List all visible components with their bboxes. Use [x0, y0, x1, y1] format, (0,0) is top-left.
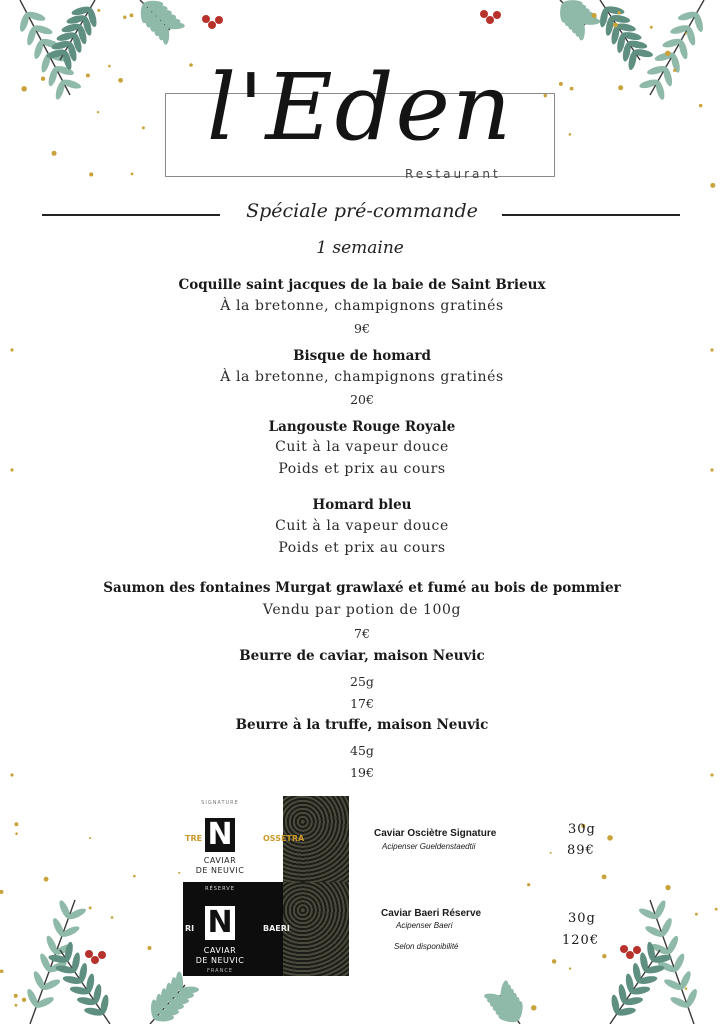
confetti-dot	[618, 11, 621, 14]
confetti-dot	[108, 65, 111, 68]
confetti-dot	[10, 348, 13, 351]
neuvic-logo-icon: N	[205, 906, 235, 940]
confetti-dot	[44, 877, 49, 882]
confetti-dot	[123, 16, 126, 19]
menu-item-title: Bisque de homard	[293, 348, 431, 364]
preorder-delay: 1 semaine	[316, 238, 404, 258]
caviar-species: Acipenser Baeri	[396, 921, 453, 930]
confetti-dot	[602, 874, 607, 879]
menu-item-title: Langouste Rouge Royale	[268, 419, 456, 435]
confetti-dot	[10, 773, 13, 776]
confetti-dot	[89, 172, 93, 176]
confetti-dot	[142, 126, 145, 129]
leaf-icon	[51, 917, 66, 938]
confetti-dot	[602, 954, 606, 958]
confetti-dot	[130, 13, 134, 17]
caviar-weight: 30g	[568, 911, 596, 926]
confetti-dot	[133, 875, 136, 878]
berry-icon	[208, 21, 216, 29]
confetti-dot	[531, 1005, 536, 1010]
tin-footer: FRANCE	[207, 968, 233, 974]
confetti-dot	[41, 76, 45, 80]
confetti-dot	[89, 906, 92, 909]
confetti-dot	[0, 969, 4, 973]
leaf-icon	[32, 970, 47, 991]
menu-item-description: Vendu par potion de 100g	[262, 602, 462, 618]
confetti-dot	[111, 916, 114, 919]
berry-icon	[98, 951, 106, 959]
berry-icon	[486, 16, 494, 24]
berry-icon	[480, 10, 488, 18]
confetti-dot	[550, 852, 552, 854]
tin-header: RÉSERVE	[205, 886, 235, 892]
menu-item-quantity: 45g	[350, 743, 374, 758]
menu-item-quantity: 25g	[350, 674, 374, 689]
confetti-dot	[618, 85, 623, 90]
confetti-dot	[685, 33, 687, 35]
confetti-dot	[569, 967, 571, 969]
confetti-dot	[710, 348, 713, 351]
tin-side-text: RI	[185, 924, 195, 933]
menu-item-title: Coquille saint jacques de la baie de Saint Brieux	[178, 277, 546, 293]
menu-item-price: 19€	[350, 765, 374, 780]
right-divider	[502, 214, 680, 216]
leaf-icon	[38, 952, 53, 973]
confetti-dot	[607, 835, 613, 841]
tin-brand: CAVIAR	[203, 946, 237, 955]
caviar-roe	[283, 882, 349, 976]
confetti-dot	[665, 885, 670, 890]
confetti-dot	[10, 468, 13, 471]
confetti-dot	[570, 87, 574, 91]
berry-icon	[626, 951, 634, 959]
leaf-icon	[165, 22, 185, 29]
menu-item-price: 7€	[354, 626, 370, 641]
tin-brand: CAVIAR	[203, 856, 237, 865]
confetti-dot	[22, 998, 26, 1002]
tin-side-text: OSSETRA	[263, 834, 305, 843]
confetti-dot	[86, 73, 90, 77]
restaurant-logo: l'Eden	[206, 54, 514, 161]
menu-item-title: Saumon des fontaines Murgat grawlaxé et fumé au bois de pommier	[103, 580, 621, 596]
menu-item-title: Beurre de caviar, maison Neuvic	[239, 648, 485, 664]
tin-header: SIGNATURE	[201, 800, 239, 806]
tin-side-text: BAERI	[263, 924, 290, 933]
confetti-dot	[569, 133, 572, 136]
confetti-dot	[685, 987, 688, 990]
confetti-dot	[559, 82, 563, 86]
caviar-tin-signature-image	[183, 796, 349, 882]
menu-item-price-note: Poids et prix au cours	[278, 540, 446, 556]
berry-icon	[91, 956, 99, 964]
confetti-dot	[118, 78, 123, 83]
menu-item-description: Cuit à la vapeur douce	[275, 439, 449, 455]
page-subtitle: Spéciale pré-commande	[246, 200, 478, 222]
neuvic-logo-icon: N	[205, 818, 235, 852]
confetti-dot	[673, 69, 676, 72]
confetti-dot	[147, 946, 151, 950]
leaf-icon	[44, 934, 59, 955]
availability-note: Selon disponibilité	[394, 942, 459, 951]
confetti-dot	[131, 173, 134, 176]
menu-item-title: Homard bleu	[312, 497, 412, 513]
leaf-icon	[57, 899, 72, 920]
confetti-dot	[695, 913, 698, 916]
caviar-name: Caviar Osciètre Signature	[374, 828, 497, 839]
menu-item-price-note: Poids et prix au cours	[278, 461, 446, 477]
confetti-dot	[89, 837, 91, 839]
caviar-name: Caviar Baeri Réserve	[381, 908, 482, 919]
menu-item-price: 9€	[354, 321, 370, 336]
caviar-species: Acipenser Gueldenstaedtii	[382, 842, 476, 851]
menu-item-description: Cuit à la vapeur douce	[275, 518, 449, 534]
berry-icon	[202, 15, 210, 23]
menu-item-price: 20€	[350, 392, 374, 407]
caviar-price: 120€	[562, 933, 600, 948]
berry-icon	[620, 945, 628, 953]
confetti-dot	[715, 908, 718, 911]
menu-item-description: À la bretonne, champignons gratinés	[220, 298, 504, 314]
confetti-dot	[552, 959, 557, 964]
caviar-tin-reserve-image	[183, 882, 349, 976]
confetti-dot	[97, 111, 99, 113]
confetti-dot	[665, 51, 670, 56]
confetti-dot	[14, 1004, 17, 1007]
menu-item-price: 17€	[350, 696, 374, 711]
confetti-dot	[650, 26, 653, 29]
confetti-dot	[14, 994, 18, 998]
confetti-dot	[52, 151, 57, 156]
berry-icon	[633, 946, 641, 954]
confetti-dot	[699, 104, 703, 108]
menu-item-title: Beurre à la truffe, maison Neuvic	[235, 717, 489, 733]
confetti-dot	[97, 9, 100, 12]
confetti-dot	[591, 13, 596, 18]
tin-side-text: TRE	[185, 834, 203, 843]
confetti-dot	[527, 883, 530, 886]
confetti-dot	[710, 773, 713, 776]
berry-icon	[493, 11, 501, 19]
confetti-dot	[710, 183, 715, 188]
caviar-weight: 30g	[568, 822, 596, 837]
confetti-dot	[0, 890, 3, 894]
confetti-dot	[15, 832, 18, 835]
tin-brand: DE NEUVIC	[195, 866, 245, 875]
caviar-price: 89€	[567, 843, 595, 858]
logo-subtitle: Restaurant	[405, 167, 501, 181]
confetti-dot	[21, 86, 26, 91]
confetti-dot	[14, 822, 18, 826]
berry-icon	[215, 16, 223, 24]
left-divider	[42, 214, 220, 216]
leaf-icon	[580, 18, 600, 25]
berry-icon	[85, 950, 93, 958]
confetti-dot	[710, 468, 713, 471]
confetti-dot	[613, 23, 618, 28]
confetti-dot	[178, 872, 180, 874]
menu-item-description: À la bretonne, champignons gratinés	[220, 369, 504, 385]
tin-brand: DE NEUVIC	[195, 956, 245, 965]
leaf-icon	[25, 988, 40, 1009]
